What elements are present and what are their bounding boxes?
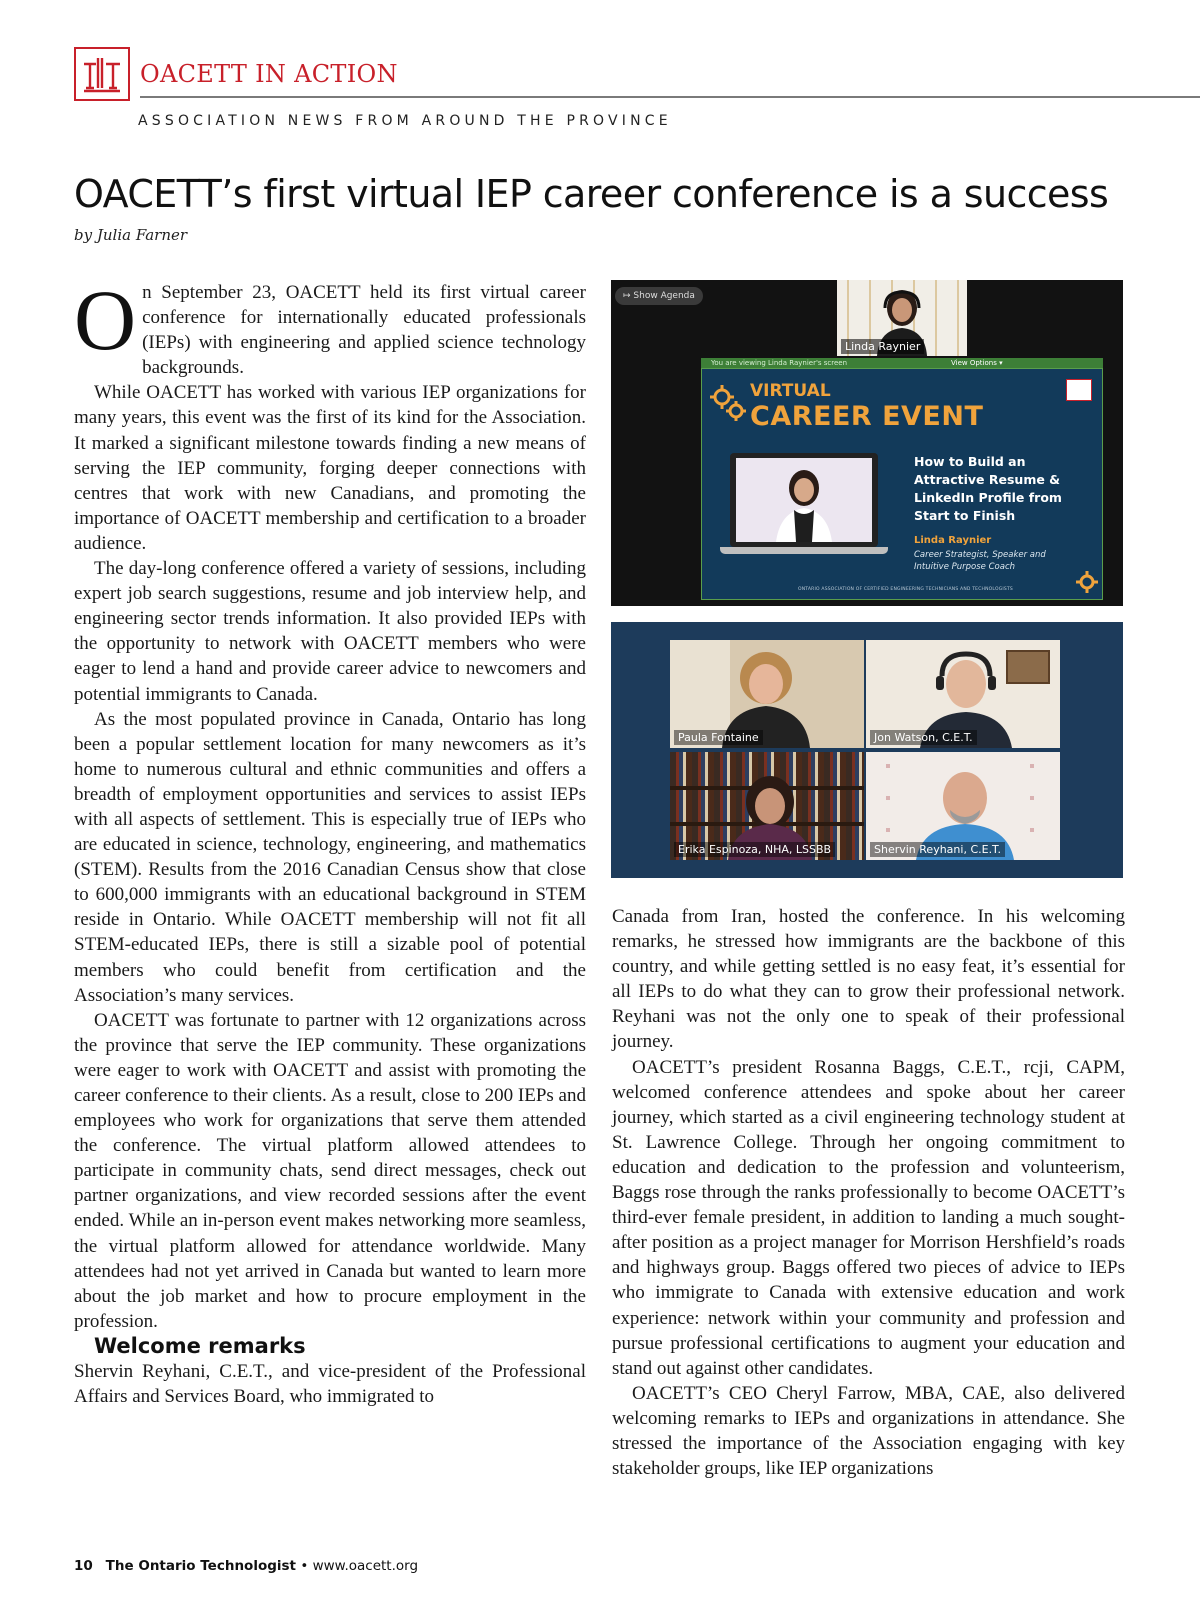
article-paragraph: OACETT’s president Rosanna Baggs, C.E.T., rcji, CAPM, welcomed conference attendees and spoke about her career journey, which started as a civil engineering technology student at St. Lawrence College. Through her ongoing commitment to education and dedication to the profession and volunteerism, Baggs rose through the ranks professionally to become OACETT’s third-ever female president, in addition to landing a much sought-after position as a project manager for Morrison Hershfield’s roads and highways group. Baggs offered two pieces of advice to IEPs who immigrate to Canada with extensive education and work experience: network within your community and profession and pursue professional certifications to augment your education and stand out against other candidates. <box>612 1056 1125 1379</box>
participant-name-tag: Erika Espinoza, NHA, LSSBB <box>674 842 835 857</box>
presenter-name-tag: Linda Raynier <box>841 339 924 354</box>
article-paragraph: Canada from Iran, hosted the conference. In his welcoming remarks, he stressed how immigrants are the backbone of this country, and while getting settled is no easy feat, it’s essential for all IEPs to do what they can to grow their professional network. Reyhani was not the only one to speak of their professional journey. <box>612 906 1125 1053</box>
arrow-right-icon: ↦ <box>623 291 631 301</box>
drop-cap: O <box>74 272 137 368</box>
presentation-slide <box>701 368 1103 600</box>
laptop-screen <box>736 458 872 542</box>
presenter-video-tile <box>837 280 967 356</box>
participant-name-tag: Jon Watson, C.E.T. <box>870 730 977 745</box>
article-right-column <box>612 904 1125 1481</box>
page-footer <box>74 1558 418 1574</box>
slide-footer-text: ONTARIO ASSOCIATION OF CERTIFIED ENGINEERING TECHNICIANS AND TECHNOLOGISTS <box>798 587 1013 592</box>
gear-icon <box>1074 569 1100 595</box>
participant-tile <box>866 640 1060 748</box>
participant-tile <box>866 752 1060 860</box>
participant-name-tag: Paula Fontaine <box>674 730 763 745</box>
article-paragraph: OACETT was fortunate to partner with 12 organizations across the province that serve the IEP community. These organizations were eager to work with OACETT and assist with promoting the career conference to their clients. As a result, close to 200 IEPs and employees who work for organizations that serve them attended the conference. The virtual platform allowed attendees to participate in community chats, send direct messages, check out partner organizations, and view recorded sessions after the event ended. While an in-person event makes networking more seamless, the virtual platform allowed for attendance worldwide. Many attendees had not yet arrived in Canada but wanted to learn more about the job market and how to procure employment in the profession. <box>74 1009 586 1332</box>
article-headline: OACETT’s first virtual IEP career conference is a success <box>74 172 1109 216</box>
laptop-icon <box>730 453 878 547</box>
laptop-base <box>720 547 888 554</box>
participant-name-tag: Shervin Reyhani, C.E.T. <box>870 842 1005 857</box>
participant-tile <box>670 752 864 860</box>
article-paragraph <box>74 272 586 380</box>
speaker-photo-icon <box>736 458 872 542</box>
slide-speaker-name: Linda Raynier <box>914 535 992 546</box>
slide-career-event-title: CAREER EVENT <box>750 401 984 432</box>
participant-tile <box>670 640 864 748</box>
footer-separator: • <box>300 1558 309 1574</box>
article-paragraph-text: n September 23, OACETT held its first virtual career conference for internationally educated professionals (IEPs) with engineering and applied science technology backgrounds. <box>142 282 586 379</box>
screen-share-notice: You are viewing Linda Raynier's screen <box>711 359 848 367</box>
slide-oacett-logo-icon <box>1066 379 1092 401</box>
slide-session-title: How to Build an Attractive Resume & LinkedIn Profile from Start to Finish <box>914 454 1062 523</box>
article-left-column <box>74 272 586 1409</box>
header-divider <box>140 96 1200 98</box>
section-tagline: ASSOCIATION NEWS FROM AROUND THE PROVINCE <box>138 113 672 129</box>
publication-name: The Ontario Technologist <box>105 1558 297 1574</box>
oacett-logo-icon <box>74 47 130 101</box>
page-number: 10 <box>74 1558 93 1574</box>
participants-gallery-screenshot <box>611 622 1123 878</box>
view-options-button[interactable]: View Options ▾ <box>951 359 1003 367</box>
section-subhead: Welcome remarks <box>94 1333 306 1358</box>
article-paragraph: While OACETT has worked with various IEP organizations for many years, this event was the first of its kind for the Association. It marked a significant milestone towards finding a new means of serving the IEP community, forging deeper connections with centres that work with new Canadians, and promoting the importance of OACETT membership and certification to a broader audience. <box>74 382 586 554</box>
article-paragraph: Shervin Reyhani, C.E.T., and vice-president of the Professional Affairs and Services Board, who immigrated to <box>74 1361 586 1408</box>
slide-speaker-role: Career Strategist, Speaker and Intuitive Purpose Coach <box>914 550 1046 572</box>
chevron-down-icon: ▾ <box>999 359 1003 367</box>
article-paragraph: The day-long conference offered a variety of sessions, including expert job search suggestions, resume and job interview help, and engineering sector trends information. It also provided IEPs with the opportunity to network with OACETT members who were eager to lend a hand and provide career advice to newcomers and potential immigrants to Canada. <box>74 558 586 705</box>
website-link[interactable]: www.oacett.org <box>312 1558 419 1574</box>
gears-icon <box>708 383 748 423</box>
slide-virtual-label: VIRTUAL <box>750 381 831 401</box>
show-agenda-button[interactable]: ↦ Show Agenda <box>615 287 703 305</box>
virtual-event-screenshot <box>611 280 1123 606</box>
article-paragraph: As the most populated province in Canada, Ontario has long been a popular settlement location for many newcomers as it’s home to numerous cultural and ethnic communities and offers a breadth of employment opportunities and services to assist IEPs with all aspects of settlement. This is especially true of IEPs who are educated in science, technology, engineering, and mathematics (STEM). Results from the 2016 Canadian Census show that close to 600,000 immigrants with an educational background in STEM reside in Ontario. While OACETT membership will not fit all STEM-educated IEPs, there is still a sizable pool of potential members who could benefit from certification and the Association’s many services. <box>74 708 586 1006</box>
article-paragraph: OACETT’s CEO Cheryl Farrow, MBA, CAE, also delivered welcoming remarks to IEPs and organizations in attendance. She stressed the importance of the Association engaging with key stakeholder groups, like IEP organizations <box>612 1382 1125 1480</box>
article-byline: by Julia Farner <box>74 226 188 244</box>
section-title: OACETT IN ACTION <box>140 60 398 88</box>
